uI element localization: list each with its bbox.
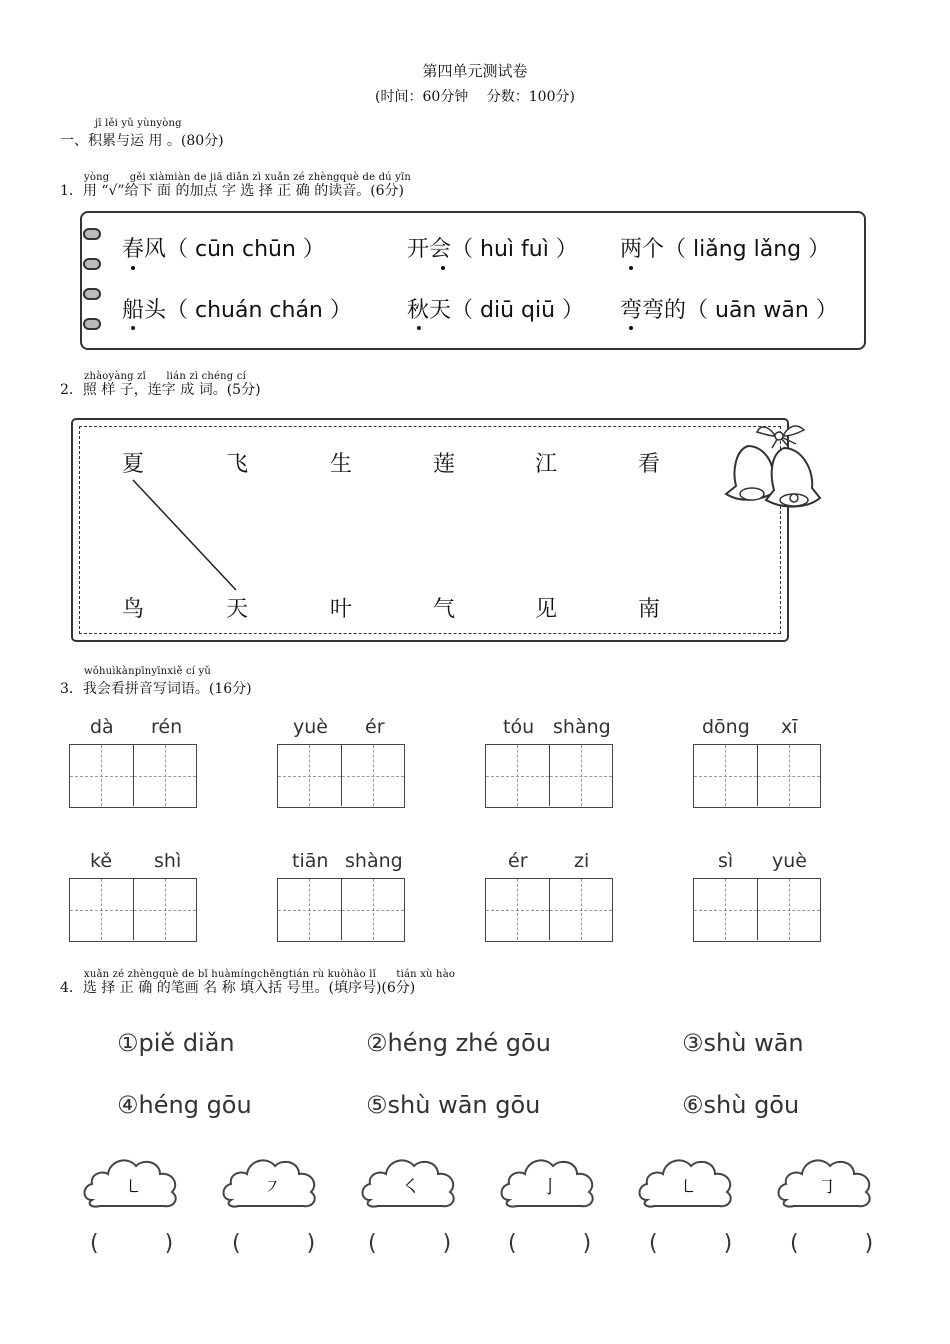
writing-grid[interactable]	[693, 744, 821, 808]
q1-item-word: 春风	[122, 237, 167, 262]
q2-heading: 2．照 样 子，连字 成 词。(5分)	[60, 382, 261, 398]
q2-top-char[interactable]: 飞	[226, 452, 249, 477]
q2-top-char[interactable]: 夏	[122, 452, 145, 477]
page-subtitle: (时间：60分钟 分数：100分)	[375, 89, 575, 105]
q1-item-options[interactable]: （ liǎng lǎng ）	[664, 237, 831, 262]
writing-grid[interactable]	[69, 744, 197, 808]
stroke-option: ②héng zhé gōu	[366, 1029, 551, 1057]
q1-pinyin: yòng gěi xiàmiàn de jiā diǎn zì xuǎn zé zhèngquè de dú yīn	[84, 172, 412, 183]
q3-pinyin-syllable: sì	[718, 850, 734, 872]
q1-item-word: 弯弯的	[620, 298, 687, 323]
q2-bottom-char[interactable]: 气	[433, 597, 456, 622]
writing-grid[interactable]	[485, 744, 613, 808]
stroke-option: ①piě diǎn	[117, 1029, 235, 1057]
answer-blank[interactable]: ( )	[90, 1231, 174, 1256]
q2-top-char[interactable]: 江	[535, 452, 558, 477]
bells-icon	[722, 416, 834, 516]
answer-blank[interactable]: ( )	[232, 1231, 316, 1256]
q2-top-char[interactable]: 莲	[433, 452, 456, 477]
q4-heading: 4．选 择 正 确 的笔画 名 称 填入括 号里。(填序号)(6分)	[60, 980, 416, 996]
q1-heading: 1．用 “√”给下 面 的加点 字 选 择 正 确 的读音。(6分)	[60, 183, 405, 199]
q3-pinyin-syllable: ér	[365, 716, 385, 738]
q3-pinyin-syllable: tiān	[292, 850, 329, 872]
stroke-glyph: ㇇	[263, 1177, 281, 1198]
q1-item-word: 船头	[122, 298, 167, 323]
q1-item-word: 开会	[407, 237, 452, 262]
q2-top-char[interactable]: 看	[638, 452, 661, 477]
q1-item-options[interactable]: （ chuán chán ）	[166, 298, 352, 323]
q2-bottom-char[interactable]: 天	[226, 597, 249, 622]
stroke-glyph: ㇄	[124, 1177, 142, 1198]
stroke-option: ③shù wān	[682, 1029, 804, 1057]
q3-pinyin-syllable: zi	[574, 850, 590, 872]
q2-bottom-char[interactable]: 鸟	[122, 597, 145, 622]
q3-pinyin-syllable: dōng	[702, 716, 750, 738]
q3-pinyin-syllable: kě	[90, 850, 113, 872]
q2-bottom-char[interactable]: 见	[535, 597, 558, 622]
q1-item-options[interactable]: （ huì fuì ）	[451, 237, 578, 262]
writing-grid[interactable]	[277, 744, 405, 808]
q4-pinyin: xuǎn zé zhèngquè de bǐ huàmíngchēngtián rù kuòhào lǐ tián xù hào	[84, 969, 456, 980]
q2-top-char[interactable]: 生	[330, 452, 353, 477]
answer-blank[interactable]: ( )	[508, 1231, 592, 1256]
section1-pinyin: jī lěi yǔ yùnyòng	[95, 118, 182, 129]
stroke-option: ⑥shù gōu	[682, 1091, 800, 1119]
page-title: 第四单元测试卷	[422, 62, 528, 80]
q3-heading: 3．我会看拼音写词语。(16分)	[60, 681, 252, 697]
q3-pinyin-syllable: ér	[508, 850, 528, 872]
q3-pinyin-syllable: shì	[154, 850, 182, 872]
q2-pinyin: zhàoyàng zǐ lián zì chéng cí	[84, 371, 246, 382]
q3-pinyin-syllable: yuè	[293, 716, 328, 738]
q1-item-options[interactable]: （ uān wān ）	[686, 298, 838, 323]
q1-item-options[interactable]: （ diū qiū ）	[451, 298, 585, 323]
q1-item-word: 秋天	[407, 298, 452, 323]
q1-item-word: 两个	[620, 237, 665, 262]
answer-blank[interactable]: ( )	[790, 1231, 874, 1256]
q3-pinyin: wǒhuìkànpīnyīnxiě cí yǔ	[84, 666, 212, 677]
section1-heading: 一、积累与运 用 。(80分)	[60, 133, 224, 149]
answer-blank[interactable]: ( )	[368, 1231, 452, 1256]
stroke-glyph: ㇆	[818, 1177, 836, 1198]
writing-grid[interactable]	[485, 878, 613, 942]
q2-bottom-char[interactable]: 叶	[330, 597, 353, 622]
writing-grid[interactable]	[277, 878, 405, 942]
q3-pinyin-syllable: xī	[781, 716, 798, 738]
q1-item-options[interactable]: （ cūn chūn ）	[166, 237, 325, 262]
q3-pinyin-syllable: rén	[151, 716, 183, 738]
stroke-glyph: 亅	[541, 1177, 559, 1198]
stroke-glyph: ㇄	[679, 1177, 697, 1198]
q2-bottom-char[interactable]: 南	[638, 597, 661, 622]
stroke-option: ⑤shù wān gōu	[366, 1091, 541, 1119]
stroke-glyph: ㇛	[402, 1177, 420, 1198]
q3-pinyin-syllable: shàng	[553, 716, 611, 738]
q3-pinyin-syllable: dà	[90, 716, 114, 738]
writing-grid[interactable]	[693, 878, 821, 942]
q3-pinyin-syllable: shàng	[345, 850, 403, 872]
writing-grid[interactable]	[69, 878, 197, 942]
cloud-row	[0, 1150, 950, 1220]
answer-blank[interactable]: ( )	[649, 1231, 733, 1256]
stroke-option: ④héng gōu	[117, 1091, 252, 1119]
q3-pinyin-syllable: yuè	[772, 850, 807, 872]
q3-pinyin-syllable: tóu	[503, 716, 535, 738]
